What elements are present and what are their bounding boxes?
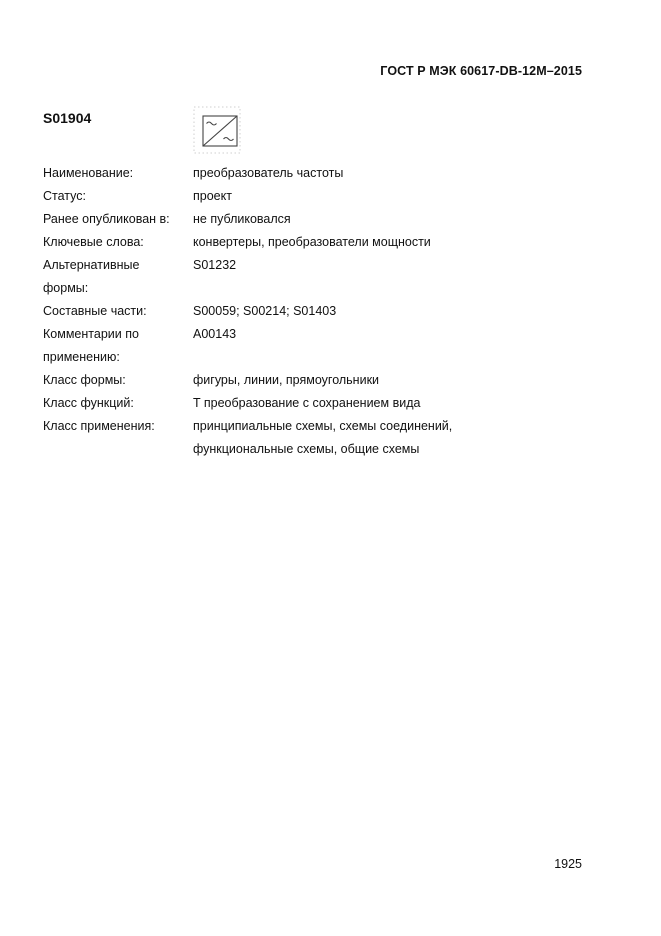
page-number: 1925 <box>554 857 582 871</box>
property-value: S00059; S00214; S01403 <box>193 304 337 318</box>
symbol-id: S01904 <box>43 110 92 126</box>
property-value-line: принципиальные схемы, схемы соединений, <box>193 419 453 433</box>
property-row-alternative-forms <box>43 254 603 300</box>
property-value <box>193 415 603 461</box>
property-row-component-parts <box>43 300 603 323</box>
property-row-previously-published <box>43 208 603 231</box>
property-label <box>43 254 193 300</box>
property-label-line: Комментарии по <box>43 327 139 341</box>
property-label: Ключевые слова: <box>43 235 144 249</box>
property-value: T преобразование с сохранением вида <box>193 396 421 410</box>
property-row-status <box>43 185 603 208</box>
property-row-keywords <box>43 231 603 254</box>
property-value: фигуры, линии, прямоугольники <box>193 373 380 387</box>
property-label: Статус: <box>43 189 86 203</box>
property-value: A00143 <box>193 327 237 341</box>
property-label <box>43 323 193 369</box>
property-label: Составные части: <box>43 304 147 318</box>
property-label: Класс формы: <box>43 373 126 387</box>
property-value: преобразователь частоты <box>193 166 344 180</box>
frequency-converter-symbol-icon <box>193 106 241 154</box>
property-label-line: Альтернативные <box>43 258 140 272</box>
property-value: S01232 <box>193 258 237 272</box>
property-label: Ранее опубликован в: <box>43 212 170 226</box>
property-label-line: применению: <box>43 350 120 364</box>
symbol-properties <box>43 162 603 461</box>
property-label: Класс функций: <box>43 396 134 410</box>
property-row-shape-class <box>43 369 603 392</box>
property-label: Наименование: <box>43 166 134 180</box>
property-label: Класс применения: <box>43 419 155 433</box>
document-header: ГОСТ Р МЭК 60617-DB-12M–2015 <box>380 64 582 78</box>
property-value: не публиковался <box>193 212 291 226</box>
property-row-application-notes <box>43 323 603 369</box>
property-row-application-class <box>43 415 603 461</box>
property-row-function-class <box>43 392 603 415</box>
property-row-name <box>43 162 603 185</box>
property-label-line: формы: <box>43 281 89 295</box>
property-value: конвертеры, преобразователи мощности <box>193 235 431 249</box>
property-value: проект <box>193 189 232 203</box>
property-value-line: функциональные схемы, общие схемы <box>193 442 420 456</box>
